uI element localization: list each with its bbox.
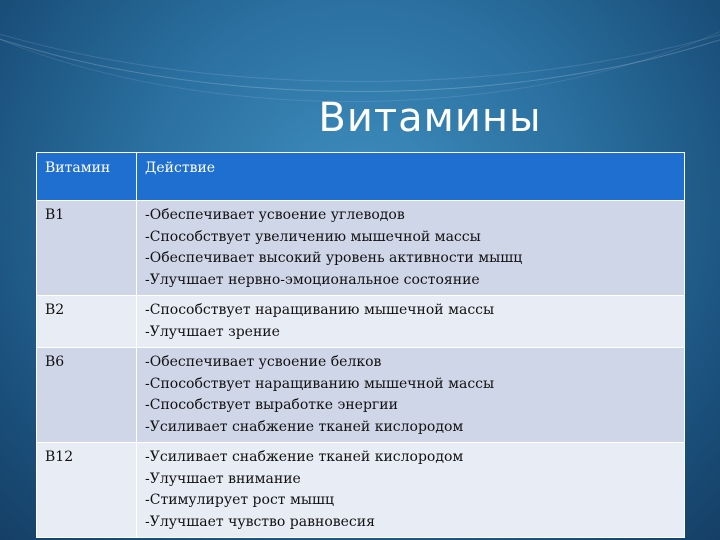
table-row (37, 201, 685, 296)
vitamin-name: B6 (45, 354, 65, 370)
effect-item: -Улучшает чувство равновесия (145, 513, 375, 530)
effect-item: -Улучшает зрение (145, 323, 280, 340)
slide-title: Витамины (318, 95, 542, 141)
background-arc (0, 0, 720, 92)
effect-item: -Способствует увеличению мышечной массы (145, 228, 481, 245)
effect-item: -Усиливает снабжение тканей кислородом (145, 418, 464, 435)
effect-item: -Улучшает нервно-эмоциональное состояние (145, 271, 480, 288)
table-row (37, 443, 685, 538)
effect-item: -Обеспечивает усвоение белков (145, 354, 382, 370)
effect-item: -Способствует наращиванию мышечной массы (145, 375, 495, 392)
effect-item: -Способствует выработке энергии (145, 397, 398, 413)
table-header-row (37, 153, 685, 201)
column-header-action: Действие (137, 153, 685, 201)
background-arc (0, 0, 720, 82)
table-row (37, 348, 685, 443)
vitamins-table (36, 152, 685, 538)
column-header-vitamin: Витамин (37, 153, 137, 201)
effect-item: -Обеспечивает усвоение углеводов (145, 207, 405, 223)
effect-item: -Стимулирует рост мышц (145, 492, 335, 508)
effect-item: -Улучшает внимание (145, 470, 301, 487)
background-arc (0, 0, 720, 102)
vitamin-name: B2 (45, 302, 65, 318)
effect-item: -Усиливает снабжение тканей кислородом (145, 449, 464, 465)
table-row (37, 296, 685, 348)
effect-item: -Способствует наращиванию мышечной массы (145, 302, 495, 318)
vitamin-name: B12 (45, 449, 74, 465)
effect-item: -Обеспечивает высокий уровень активности мышц (145, 250, 523, 266)
vitamin-name: B1 (45, 207, 65, 223)
